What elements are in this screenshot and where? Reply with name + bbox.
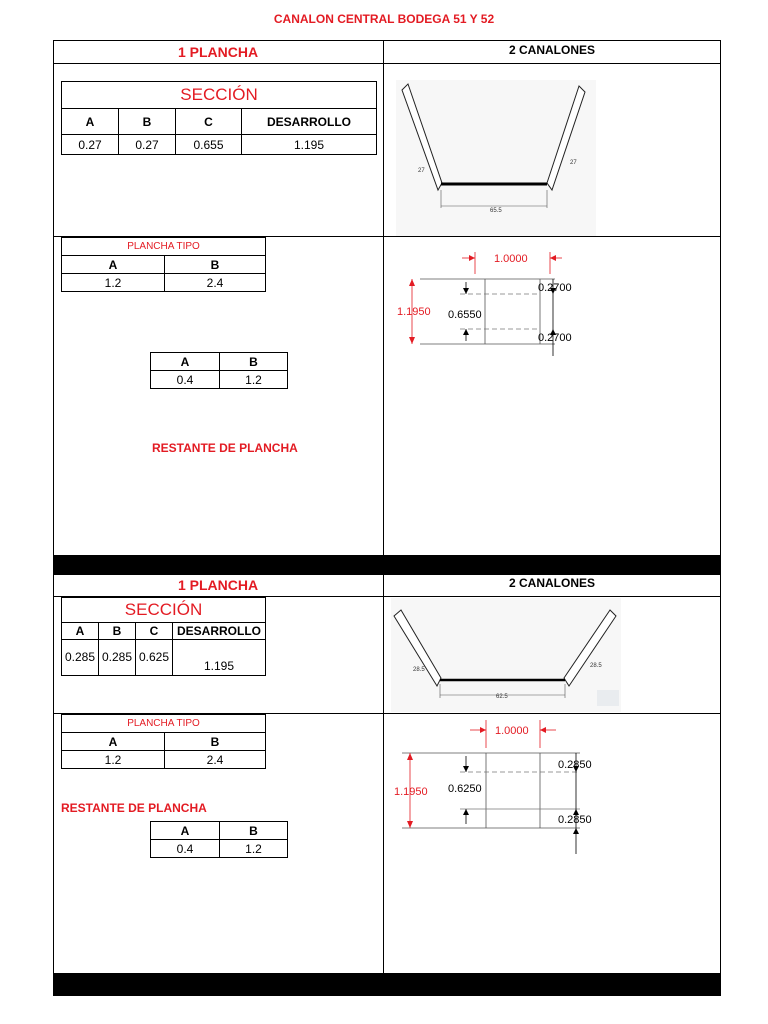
seccion-value-c: 0.655 xyxy=(176,135,242,155)
dim-top: 0.2700 xyxy=(538,282,572,294)
seccion-value-desarrollo: 1.195 xyxy=(173,640,266,676)
profile-label-right: 28.5 xyxy=(590,663,602,669)
seccion-header-b: B xyxy=(119,109,176,135)
section-2-plancha-tipo-table xyxy=(61,714,266,769)
page-title: CANALON CENTRAL BODEGA 51 Y 52 xyxy=(273,12,495,26)
seccion-header-b: B xyxy=(99,623,136,640)
restante-header-a: A xyxy=(151,353,220,371)
plancha-tipo-header-b: B xyxy=(165,256,266,274)
profile-label-left: 28.5 xyxy=(413,667,425,673)
restante-header-a: A xyxy=(151,822,220,840)
seccion-title: SECCIÓN xyxy=(62,82,377,109)
section-1-right-header: 2 CANALONES xyxy=(508,43,595,57)
plancha-tipo-title: PLANCHA TIPO xyxy=(62,715,266,733)
dim-top: 0.2850 xyxy=(558,759,592,771)
section-1-dimension-drawing xyxy=(390,244,590,384)
plancha-tipo-header-a: A xyxy=(62,733,165,751)
section-1-header-rule xyxy=(53,63,721,64)
section-2-right-header: 2 CANALONES xyxy=(508,576,595,590)
restante-value-b: 1.2 xyxy=(220,840,288,858)
plancha-tipo-header-b: B xyxy=(165,733,266,751)
plancha-tipo-header-a: A xyxy=(62,256,165,274)
section-2-divider xyxy=(383,574,384,974)
section-2-dimension-drawing xyxy=(390,716,605,861)
seccion-header-a: A xyxy=(62,109,119,135)
profile-label-bottom: 62.5 xyxy=(496,694,508,700)
section-2-restante-table xyxy=(150,821,288,858)
plancha-tipo-value-a: 1.2 xyxy=(62,274,165,292)
seccion-header-desarrollo: DESARROLLO xyxy=(242,109,377,135)
dim-total: 1.1950 xyxy=(394,786,428,798)
seccion-header-c: C xyxy=(176,109,242,135)
restante-value-a: 0.4 xyxy=(151,371,220,389)
seccion-header-c: C xyxy=(136,623,173,640)
section-2-footer-bar xyxy=(53,973,721,996)
seccion-value-desarrollo: 1.195 xyxy=(242,135,377,155)
dim-width: 1.0000 xyxy=(495,725,529,737)
seccion-title: SECCIÓN xyxy=(62,598,266,623)
seccion-value-a: 0.27 xyxy=(62,135,119,155)
section-2-left-header: 1 PLANCHA xyxy=(177,577,259,593)
plancha-tipo-title: PLANCHA TIPO xyxy=(62,238,266,256)
plancha-tipo-value-a: 1.2 xyxy=(62,751,165,769)
plancha-tipo-value-b: 2.4 xyxy=(165,751,266,769)
seccion-header-a: A xyxy=(62,623,99,640)
restante-value-a: 0.4 xyxy=(151,840,220,858)
dim-width: 1.0000 xyxy=(494,253,528,265)
section-1-restante-label: RESTANTE DE PLANCHA xyxy=(152,441,298,455)
section-1-divider xyxy=(383,40,384,555)
section-1-footer-bar xyxy=(53,555,721,574)
seccion-header-desarrollo: DESARROLLO xyxy=(173,623,266,640)
section-1-seccion-table xyxy=(61,81,377,155)
section-2-profile-drawing xyxy=(391,598,621,712)
restante-header-b: B xyxy=(220,822,288,840)
dim-total: 1.1950 xyxy=(397,306,431,318)
section-2-seccion-table xyxy=(61,597,266,676)
profile-label-bottom: 65.5 xyxy=(490,208,502,214)
dim-middle: 0.6250 xyxy=(448,783,482,795)
seccion-value-c: 0.625 xyxy=(136,640,173,676)
seccion-value-a: 0.285 xyxy=(62,640,99,676)
section-1-profile-drawing xyxy=(396,80,596,236)
restante-header-b: B xyxy=(220,353,288,371)
profile-label-right: 27 xyxy=(570,160,577,166)
seccion-value-b: 0.27 xyxy=(119,135,176,155)
section-1-left-header: 1 PLANCHA xyxy=(177,44,259,60)
dim-bottom: 0.2850 xyxy=(558,814,592,826)
plancha-tipo-value-b: 2.4 xyxy=(165,274,266,292)
dim-bottom: 0.2700 xyxy=(538,332,572,344)
dim-middle: 0.6550 xyxy=(448,309,482,321)
section-1-plancha-tipo-table xyxy=(61,237,266,292)
restante-value-b: 1.2 xyxy=(220,371,288,389)
seccion-value-b: 0.285 xyxy=(99,640,136,676)
section-2-restante-label: RESTANTE DE PLANCHA xyxy=(61,801,207,815)
profile-label-left: 27 xyxy=(418,168,425,174)
section-1-restante-table xyxy=(150,352,288,389)
